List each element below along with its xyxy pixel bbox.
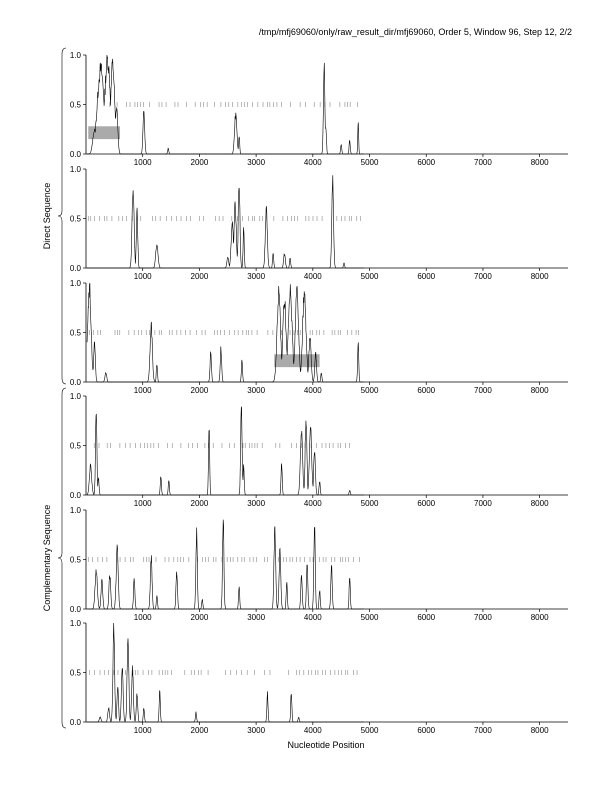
y-tick-label: 0.0	[69, 491, 81, 500]
y-tick-label: 0.5	[69, 441, 81, 451]
x-tick-label: 2000	[190, 158, 209, 167]
series-line	[87, 175, 364, 268]
x-tick-label: 1000	[133, 499, 152, 508]
x-tick-label: 4000	[303, 613, 322, 622]
x-tick-label: 6000	[417, 499, 436, 508]
x-tick-label: 4000	[303, 158, 322, 167]
x-tick-label: 4000	[303, 386, 322, 395]
y-tick-label: 1.0	[69, 165, 81, 174]
y-tick-label: 0.5	[69, 328, 81, 338]
series-line	[87, 407, 364, 495]
x-tick-label: 5000	[360, 726, 379, 735]
group-brace	[58, 48, 66, 384]
x-tick-label: 1000	[133, 272, 152, 281]
x-tick-label: 2000	[190, 386, 209, 395]
panel-2	[70, 165, 568, 281]
panel-3	[70, 279, 568, 395]
x-tick-label: 3000	[247, 499, 266, 508]
group-brace	[58, 388, 66, 728]
x-tick-label: 1000	[133, 726, 152, 735]
x-tick-label: 8000	[530, 499, 549, 508]
group-complementary-sequence	[42, 388, 66, 728]
x-tick-label: 5000	[360, 613, 379, 622]
x-tick-label: 2000	[190, 272, 209, 281]
x-tick-label: 1000	[133, 158, 152, 167]
x-tick-label: 5000	[360, 158, 379, 167]
y-tick-label: 1.0	[69, 279, 81, 288]
x-tick-label: 3000	[247, 726, 266, 735]
x-tick-label: 1000	[133, 613, 152, 622]
x-tick-label: 3000	[247, 613, 266, 622]
x-tick-label: 2000	[190, 499, 209, 508]
groups	[42, 48, 66, 728]
x-tick-label: 7000	[474, 613, 492, 622]
x-tick-label: 7000	[474, 386, 492, 395]
x-tick-label: 6000	[417, 613, 436, 622]
x-tick-label: 7000	[474, 726, 492, 735]
x-tick-label: 1000	[133, 386, 152, 395]
highlight-box	[274, 354, 319, 367]
x-tick-label: 6000	[417, 726, 436, 735]
panel-6	[70, 619, 568, 735]
y-tick-label: 0.5	[69, 214, 81, 224]
x-tick-label: 6000	[417, 158, 436, 167]
x-tick-label: 5000	[360, 386, 379, 395]
y-tick-label: 0.0	[69, 150, 81, 159]
group-label: Direct Sequence	[42, 182, 52, 250]
y-tick-label: 0.5	[69, 555, 81, 565]
y-tick-label: 0.5	[69, 100, 81, 110]
x-tick-label: 8000	[530, 726, 549, 735]
y-tick-label: 0.0	[69, 718, 81, 727]
y-tick-label: 0.5	[69, 668, 81, 678]
x-tick-label: 4000	[303, 726, 322, 735]
panels-group	[70, 51, 568, 735]
x-tick-label: 7000	[474, 272, 492, 281]
x-tick-label: 3000	[247, 158, 266, 167]
panel-1	[70, 51, 568, 167]
y-tick-label: 1.0	[69, 392, 81, 401]
group-label: Complementary Sequence	[42, 504, 52, 612]
panel-5	[70, 506, 568, 622]
x-tick-label: 3000	[247, 272, 266, 281]
x-tick-label: 2000	[190, 726, 209, 735]
x-tick-label: 8000	[530, 272, 549, 281]
x-tick-label: 4000	[303, 272, 322, 281]
x-axis-label: Nucleotide Position	[287, 740, 365, 750]
y-tick-label: 1.0	[69, 506, 81, 515]
x-tick-label: 3000	[247, 386, 266, 395]
x-tick-label: 6000	[417, 272, 436, 281]
y-tick-label: 1.0	[69, 619, 81, 628]
x-tick-label: 7000	[474, 499, 492, 508]
series-line	[87, 520, 364, 609]
x-tick-label: 8000	[530, 613, 549, 622]
panel-4	[70, 392, 568, 508]
y-tick-label: 0.0	[69, 605, 81, 614]
figure-header: /tmp/mfj69060/only/raw_result_dir/mfj69060, Order 5, Window 96, Step 12, 2/2	[258, 27, 572, 37]
y-tick-label: 1.0	[69, 51, 81, 60]
x-tick-label: 5000	[360, 499, 379, 508]
x-tick-label: 7000	[474, 158, 492, 167]
group-direct-sequence	[42, 48, 66, 384]
x-tick-label: 2000	[190, 613, 209, 622]
x-tick-label: 8000	[530, 158, 549, 167]
x-tick-label: 6000	[417, 386, 436, 395]
x-tick-label: 5000	[360, 272, 379, 281]
x-tick-label: 4000	[303, 499, 322, 508]
y-tick-label: 0.0	[69, 378, 81, 387]
x-tick-label: 8000	[530, 386, 549, 395]
y-tick-label: 0.0	[69, 264, 81, 273]
